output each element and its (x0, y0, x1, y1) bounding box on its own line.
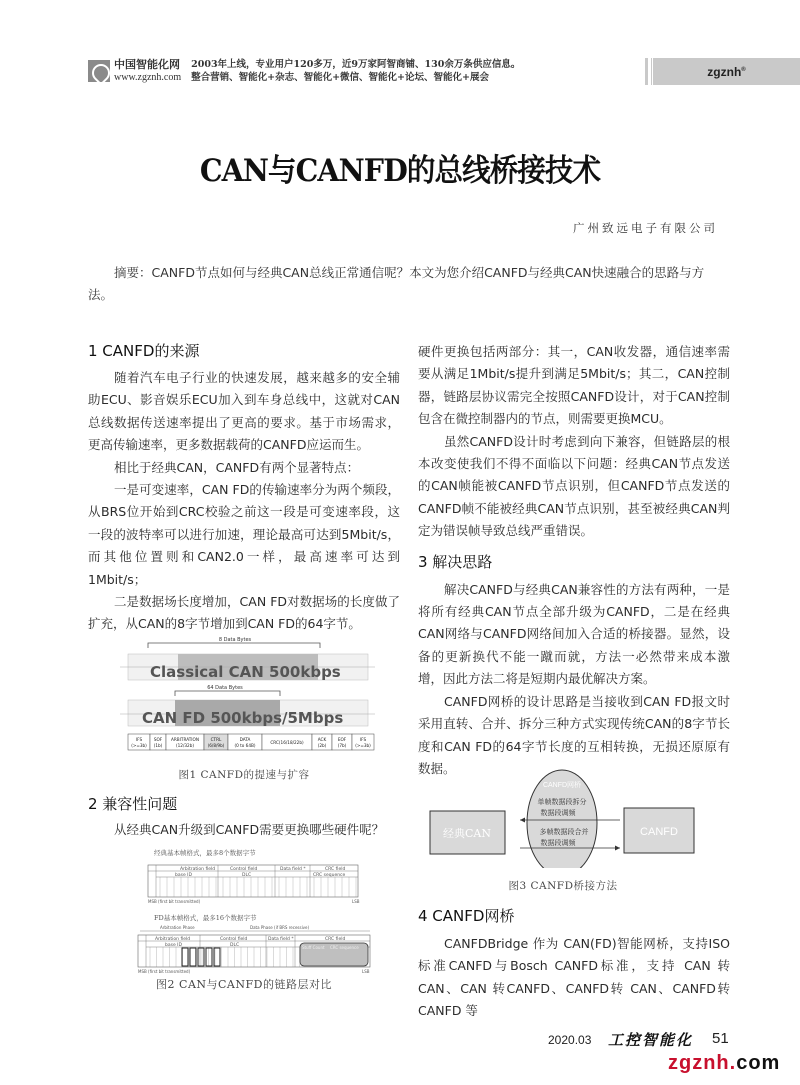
merge-label: 多帧数据段合并 (539, 828, 589, 836)
section-4-paragraph: CANFDBridge 作为 CAN(FD)智能网桥，支持ISO标准CANFD与Bosch CANFD标准，支持 CAN 转 CAN、CAN 转CANFD、CANFD转 CAN、CANFD转CANFD 等 (418, 936, 730, 1019)
publisher-header (88, 55, 520, 87)
frame-field-name: DATA (239, 737, 251, 742)
right-arrowhead-icon (615, 846, 620, 851)
header-line-2: 整合营销、智能化+杂志、智能化+微信、智能化+论坛、智能化+展会 (191, 72, 489, 83)
control-field-label: Control field (230, 867, 258, 872)
arbitration-field-label: Arbitration field (180, 867, 216, 872)
continued-paragraph: 硬件更换包括两部分：其一，CAN收发器，通信速率需要从满足1Mbit/s提升到满足5Mbit/s；其二，CAN控制器，链路层协议需完全按照CANFD设计，对于CAN控制包含在微控制器内的节点，则需要更换MCU。 (418, 344, 730, 427)
upper-freq-label: 数据段调频 (540, 809, 576, 817)
base-id-label: base ID (175, 873, 192, 878)
canfd-box-label: CANFD (640, 826, 678, 838)
figure-3-diagram (428, 768, 696, 868)
frame-field-bits: (>=3b) (131, 743, 147, 748)
frame-field-bits: (>=3b) (355, 743, 371, 748)
msb-label: MSB (first bit transmitted) (148, 899, 201, 904)
frame-field-name: CRC(16/18/22b) (270, 740, 304, 745)
dlc-label: DLC (242, 873, 252, 878)
fd-dlc-label: DLC (230, 943, 240, 948)
section-1-paragraph: 相比于经典CAN，CANFD有两个显著特点： (114, 459, 360, 475)
paragraph: 虽然CANFD设计时考虑到向下兼容，但链路层的根本改变使我们不得不面临以下问题：经典CAN节点发送的CAN帧能被CANFD节点识别，但CANFD节点发送的CANFD帧不能被经典CAN节点识别，甚至被经典CAN判定为错误帧导致总线严重错误。 (418, 433, 730, 539)
header-line-1: 2003年上线，专业用户120多万，近9万家阿智商铺、130余万条供应信息。 (191, 59, 521, 70)
frame-field-bits: (12/32b) (176, 743, 194, 748)
article-author: 广州致远电子有限公司 (573, 221, 718, 235)
frame-field-name: CTRL (210, 737, 222, 742)
frame-field-bits: (2b) (317, 743, 327, 748)
section-3-heading: 3 解决思路 (418, 552, 493, 571)
left-column (88, 340, 400, 636)
figure-1-diagram (120, 632, 390, 757)
issue-date: 2020.03 (548, 1033, 592, 1047)
fd-frame-title: FD基本帧格式，最多16个数据字节 (154, 914, 257, 922)
lower-freq-label: 数据段调频 (540, 839, 576, 847)
fd-crc-field-label: CRC field (325, 937, 346, 942)
section-1-paragraph: 随着汽车电子行业的快速发展，越来越多的安全辅助ECU、影音娱乐ECU加入到车身总线中，这就对CAN总线数据传送速率提出了更高的要求。基于市场需求，更高传输速率，更多数据载荷的CANFD应运而生。 (88, 370, 400, 453)
classic-can-box-label: 经典CAN (443, 827, 491, 840)
brand-tab-text (707, 65, 745, 79)
frame-field-name: ARBITRATION (171, 737, 199, 742)
frame-field-name: ACK (317, 737, 327, 742)
site-watermark-black: com (736, 1052, 781, 1074)
data-phase-label: Data Phase (if BRS recessive) (250, 925, 310, 930)
eight-bytes-label: 8 Data Bytes (218, 637, 252, 643)
frame-field-table (128, 734, 374, 750)
section-2-paragraph: 从经典CAN升级到CANFD需要更换哪些硬件呢？ (114, 822, 385, 837)
can-fd-label: CAN FD 500kbps/5Mbps (142, 709, 344, 727)
canfd-bridge-label: CANFD网桥 (542, 782, 582, 789)
fd-control-field-label: Control field (220, 937, 248, 942)
section-1-paragraph: 二是数据场长度增加，CAN FD对数据场的长度做了扩充，从CAN的8字节增加到CAN FD的64字节。 (88, 594, 400, 632)
can-fd-frame (120, 685, 375, 727)
lsb-label: LSB (352, 899, 360, 904)
classic-frame-table (148, 865, 360, 904)
brand-tab (650, 58, 800, 85)
frame-field-name: IFS (135, 737, 143, 742)
fd-lsb-label: LSB (362, 969, 370, 974)
classical-can-label: Classical CAN 500kbps (150, 663, 341, 681)
section-4 (418, 905, 730, 1023)
figure-3 (428, 768, 696, 868)
frame-field-bits: (6/8/9b) (207, 743, 225, 748)
classical-can-frame (120, 632, 375, 681)
header-tagline (191, 58, 520, 84)
fd-crc-sequence-label: CRC sequence (330, 945, 359, 950)
registered-mark: ® (741, 66, 746, 73)
split-label: 单帧数据段拆分 (537, 798, 587, 806)
left-arrowhead-icon (520, 818, 525, 823)
crc-field-label: CRC field (325, 867, 346, 872)
figure-2-caption: 图2 CAN与CANFD的链路层对比 (156, 978, 332, 991)
site-watermark-red: zgznh. (668, 1052, 737, 1074)
crc-sequence-label: CRC sequence (313, 873, 346, 878)
section-3-paragraph: CANFD网桥的设计思路是当接收到CAN FD报文时采用直转、合并、拆分三种方式实现传统CAN的8字节长度和CAN FD的64字节长度的互相转换，无损还原原有数据。 (418, 693, 730, 776)
frame-field-name: IFS (359, 737, 367, 742)
frame-field-bits: (1b) (153, 743, 163, 748)
logo-name: 中国智能化网 (114, 58, 180, 71)
publisher-logo (114, 58, 181, 84)
page-number: 51 (712, 1030, 729, 1047)
figure-2 (130, 845, 390, 984)
fd-base-id-label: base ID (165, 943, 182, 948)
classic-frame-title: 经典基本帧格式，最多8个数据字节 (154, 849, 256, 857)
arbitration-phase-label: Arbitration Phase (160, 925, 195, 930)
article-title: CAN与CANFD的总线桥接技术 (199, 153, 601, 189)
site-watermark (668, 1052, 780, 1075)
section-4-heading: 4 CANFD网桥 (418, 907, 515, 925)
section-3-paragraph: 解决CANFD与经典CAN兼容性的方法有两种，一是将所有经典CAN节点全部升级为CANFD，二是在经典CAN网络与CANFD网络间加入合适的桥接器。显然，设备的更新换代不能一蹴而就，方法一必然带来成本激增，因此方法二将是短期内最优解决方案。 (418, 581, 730, 687)
figure-1-caption: 图1 CANFD的提速与扩容 (178, 769, 310, 781)
frame-field-bits: (0 to 64B) (234, 743, 256, 748)
fd-frame-table (138, 925, 370, 974)
magazine-name: 工控智能化 (608, 1031, 694, 1049)
publisher-logo-icon (88, 60, 110, 82)
article-abstract: 摘要：CANFD节点如何与经典CAN总线正常通信呢？本文为您介绍CANFD与经典CAN快速融合的思路与方法。 (88, 265, 705, 302)
sixtyfour-bytes-label: 64 Data Bytes (207, 685, 243, 691)
logo-url: www.zgznh.com (114, 72, 182, 83)
fd-msb-label: MSB (first bit transmitted) (138, 969, 191, 974)
frame-field-name: SOF (153, 737, 163, 742)
stuff-count-label: Stuff Count (302, 945, 325, 950)
fd-arbitration-field-label: Arbitration field (155, 937, 191, 942)
fd-data-field-label: Data field * (268, 937, 294, 942)
figure-3-caption: 图3 CANFD桥接方法 (508, 880, 618, 892)
frame-field-bits: (7b) (337, 743, 347, 748)
section-2 (88, 793, 400, 841)
figure-1 (120, 632, 390, 757)
right-column (418, 341, 730, 780)
section-1-heading: 1 CANFD的来源 (88, 342, 200, 360)
figure-2-diagram (130, 845, 390, 980)
brand-name: zgznh (707, 64, 742, 79)
section-2-heading: 2 兼容性问题 (88, 795, 178, 813)
data-field-label: Data field * (280, 867, 306, 872)
frame-field-name: EOF (337, 737, 347, 742)
section-1-paragraph: 一是可变速率，CAN FD的传输速率分为两个频段，从BRS位开始到CRC校验之前这一段是可变速率段，这一段的波特率可以进行加速，理论最高可达到5Mbit/s，而其他位置则和CAN2.0一样，最高速率可达到1Mbit/s； (88, 482, 400, 587)
